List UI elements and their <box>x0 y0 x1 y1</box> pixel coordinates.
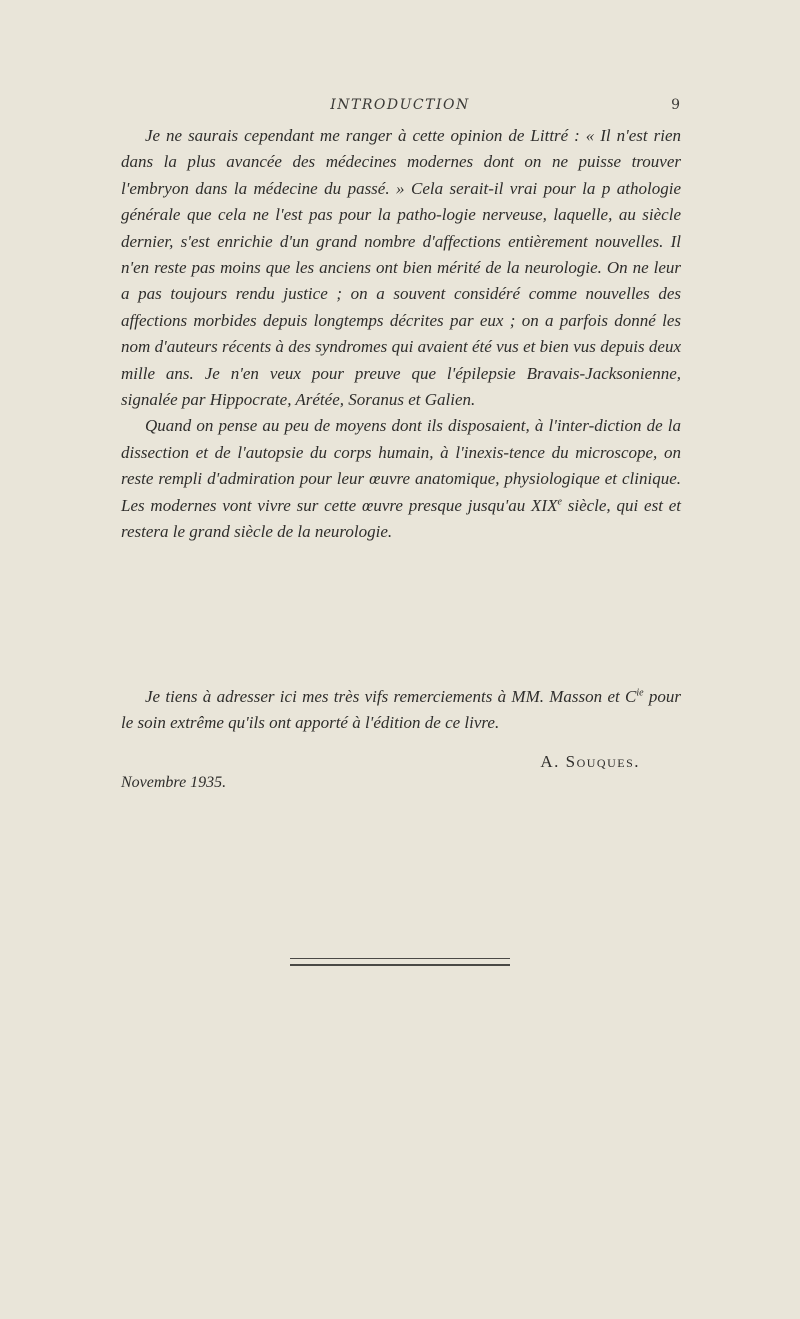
introduction-body <box>121 123 681 546</box>
century-superscript: e <box>557 496 562 508</box>
end-double-rule <box>290 958 510 966</box>
author-signature: A. Souques. <box>540 752 640 771</box>
acknowledgements-paragraph <box>121 684 681 737</box>
paragraph-anciens-text-end: siècle, qui est et restera le grand siècle de la neurologie. <box>121 495 681 542</box>
running-title: INTRODUCTION <box>330 97 470 113</box>
acknowledgements-text-end: pour le soin extrême qu'ils ont apporté à l'édition de ce livre. <box>121 687 681 733</box>
paragraph-anciens-text-start: Quand on pense au peu de moyens dont ils disposaient, à l'inter-diction de la dissection et de l'autopsie du corps humain, à l'inexis-tence du microscope, on reste rempli d'admiration pour leur œuvre anatomique, physiologique et clinique. Les modernes vont vivre sur cette œuvre presque jusqu'au XIX <box>121 416 681 515</box>
paragraph-anciens <box>121 413 681 545</box>
paragraph-littre: Je ne saurais cependant me ranger à cette opinion de Littré : « Il n'est rien dans la plus avancée des médecines modernes dont on ne puisse trouver l'embryon dans la médecine du passé. » Cela serait-il vrai pour la p athologie générale que cela ne l'est pas pour la patho-logie nerveuse, laquelle, au siècle dernier, s'est enrichie d'un grand nombre d'affections entièrement nouvelles. Il n'en reste pas moins que les anciens ont bien mérité de la neurologie. On ne leur a pas toujours rendu justice ; on a souvent considéré comme nouvelles des affections morbides depuis longtemps décrites par eux ; on a parfois donné les nom d'auteurs récents à des syndromes qui avaient été vus et bien vus depuis deux mille ans. Je n'en veux pour preuve que l'épilepsie Bravais-Jacksonienne, signalée par Hippocrate, Arétée, Soranus et Galien. <box>121 126 681 410</box>
date-line: Novembre 1935. <box>121 774 227 791</box>
acknowledgements-text-start: Je tiens à adresser ici mes très vifs remerciements à MM. Masson et C <box>145 687 637 706</box>
company-superscript: ie <box>636 687 644 699</box>
page-number: 9 <box>671 97 680 113</box>
running-header <box>120 97 680 119</box>
